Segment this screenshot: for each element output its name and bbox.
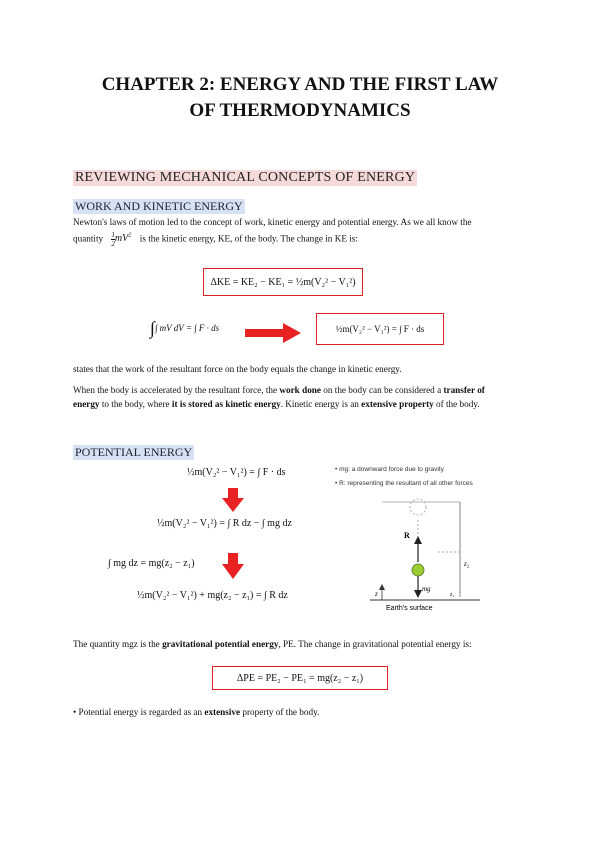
paragraph-note [73,705,529,719]
half-mv2-formula: $\frac{1}{2}$ $mV^2$ [111,230,132,248]
work-energy-equation: ½m(V₂² − V₁²) = ∫ F · ds [335,324,425,334]
bold-work-done: work done [279,385,321,395]
gravity-figure [360,492,490,614]
section-heading: REVIEWING MECHANICAL CONCEPTS OF ENERGY [75,170,416,185]
page-title [0,72,600,124]
title-line-2: OF THERMODYNAMICS [189,100,411,121]
pe-equation-1: ½m(V₂² − V₁²) = ∫ F · ds [187,467,286,478]
bold-stored: it is stored as kinetic energy [171,399,281,409]
bullet-r: • R: representing the resultant of all other forces [335,480,473,487]
pe-equation-2: ½m(V₂² − V₁²) = ∫ R dz − ∫ mg dz [157,518,292,529]
paragraph-intro-line2 [73,229,529,248]
subheading-potential-energy: POTENTIAL ENERGY [75,445,193,459]
subheading-work-kinetic: WORK AND KINETIC ENERGY [75,199,243,213]
label-z2: z₂ [464,560,470,568]
ke-equation-box [203,268,363,296]
pe-equation-4: ½m(V₂² − V₁²) + mg(z₂ − z₁) = ∫ R dz [137,590,288,601]
pe-equation-3: ∫ mg dz = mg(z₂ − z₁) [108,558,195,569]
bold-transfer: transfer of [443,385,485,395]
quantity-word: quantity [73,233,104,244]
pe-equation: ΔPE = PE₂ − PE₁ = mg(z₂ − z₁) [236,672,364,684]
bullet-mg: • mg: a downward force due to gravity [335,466,444,473]
work-energy-box [316,313,444,345]
text: , PE. The change in gravitational potential energy is: [278,639,472,649]
bold-extensive-2: extensive [204,707,241,717]
label-z1: z₁ [450,592,455,598]
text: of the body. [433,399,480,409]
work-integral-left: ∫∫ mV dV = ∫ F · ds [150,318,220,338]
text: The quantity mgz is the [73,639,163,649]
bold-gpe: gravitational potential energy [162,639,279,649]
paragraph-gravitational [73,637,529,651]
text: • Potential energy is regarded as an [73,707,205,717]
paragraph-intro-line1: Newton's laws of motion led to the concept of work, kinetic energy and potential energy. As we all know the [73,217,472,227]
label-z: z [375,590,378,598]
right-arrow [245,323,301,343]
bold-extensive: extensive property [361,399,434,409]
paragraph-work-done [73,383,529,411]
down-arrow-2 [222,553,244,579]
pe-equation-box [212,666,388,690]
ke-description: is the kinetic energy, KE, of the body. The change in KE is: [139,233,358,244]
down-arrow-1 [222,488,244,512]
bold-energy: energy [73,399,100,409]
title-line-1: CHAPTER 2: ENERGY AND THE FIRST LAW [101,74,499,95]
force-legend [335,465,515,489]
paragraph-intro [73,215,529,248]
text: to the body, where [99,399,172,409]
ke-equation: ΔKE = KE₂ − KE₁ = ½m(V₂² − V₁²) [210,276,356,288]
label-mg: mg [422,585,431,593]
paragraph-states: states that the work of the resultant force on the body equals the change in kinetic energy. [73,364,402,374]
label-earth: Earth's surface [386,605,433,612]
text: property of the body. [240,707,320,717]
work-integral-text: ∫ mV dV = ∫ F · ds [154,322,220,333]
label-r: R [404,531,410,540]
text: When the body is accelerated by the resultant force, the [73,385,280,395]
text: . Kinetic energy is an [280,399,362,409]
text: on the body can be considered a [320,385,444,395]
